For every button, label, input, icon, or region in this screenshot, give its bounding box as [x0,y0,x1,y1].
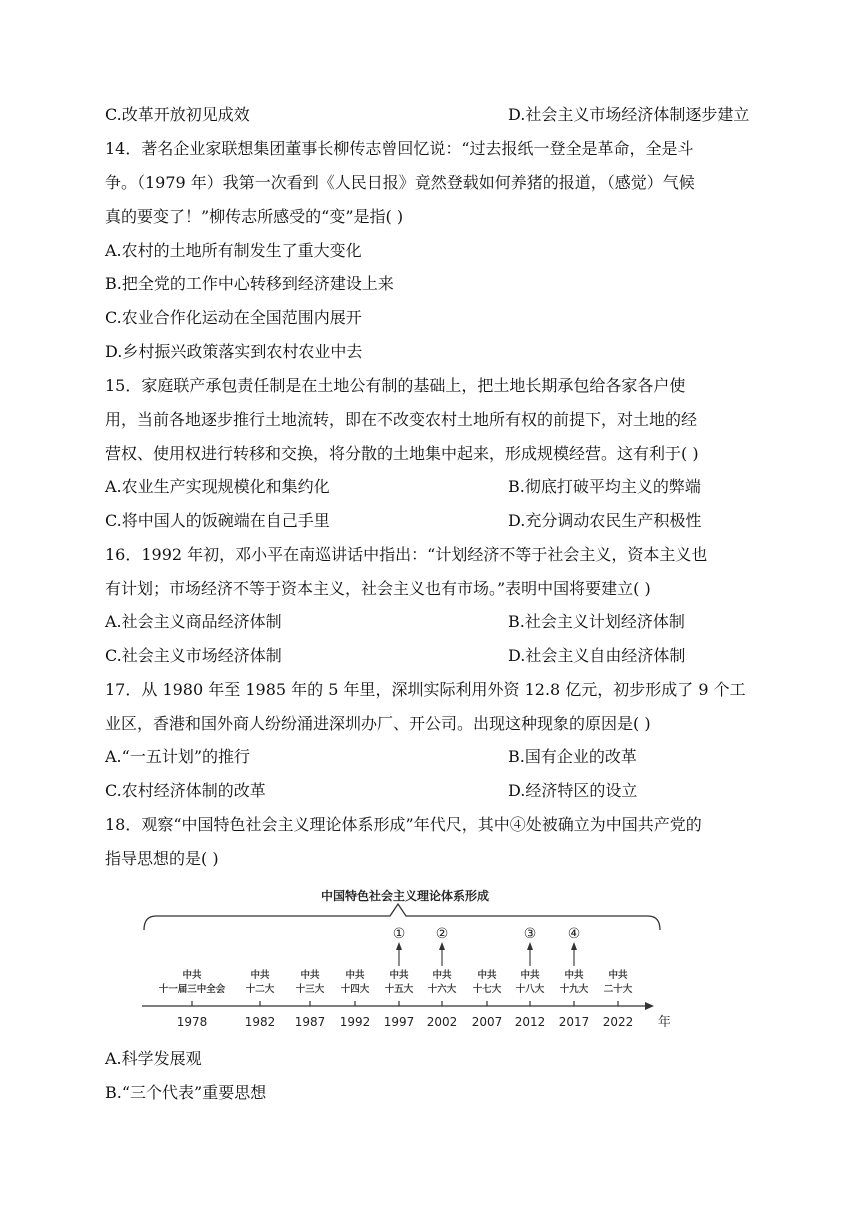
timeline-event-label-line1: 中共 [564,970,584,981]
q14-option-d: D.乡村振兴政策落实到农村农业中去 [105,342,363,361]
timeline-event-label-line2: 十五大 [384,984,414,995]
timeline-year-label: 1997 [383,1015,415,1029]
timeline-marker-arrowhead [527,942,533,950]
timeline-event-label-line1: 中共 [520,970,540,981]
q17-option-c: C.农村经济体制的改革 [105,781,266,800]
q15-stem-line-1: 15．家庭联产承包责任制是在土地公有制的基础上，把土地长期承包给各家各户使 [105,376,686,395]
timeline-year-label: 1978 [176,1015,208,1029]
timeline-axis-arrow [645,1002,654,1010]
timeline-event [159,969,226,1029]
q18-option-a: A.科学发展观 [105,1049,202,1068]
timeline-event-label-line2: 十三大 [295,984,325,995]
q16-stem-line-2: 有计划；市场经济不等于资本主义，社会主义也有市场。”表明中国将要建立( ) [105,579,651,598]
q17-option-d: D.经济特区的设立 [508,781,638,800]
timeline-event-label-line2: 十二大 [245,984,275,995]
timeline-marker [393,926,406,966]
timeline-year-label: 2022 [602,1015,634,1029]
timeline-event-label-line1: 中共 [432,970,452,981]
timeline-year-label: 2007 [471,1015,503,1029]
timeline-event-label-line2: 十一届三中全会 [158,984,226,995]
q16-option-d: D.社会主义自由经济体制 [508,646,686,665]
q13-option-c: C.改革开放初见成效 [105,105,250,124]
timeline-year-label: 2017 [558,1015,590,1029]
q17-options-row-ab [105,746,637,768]
q16-options-row-cd [105,645,686,667]
timeline-event-label-line2: 二十大 [603,984,633,995]
q14-stem-line-3: 真的要变了！”柳传志所感受的“变”是指( ) [105,207,404,226]
q16-option-a: A.社会主义商品经济体制 [105,612,282,631]
timeline-event [295,969,326,1029]
timeline-event-label-line2: 十八大 [515,984,545,995]
q15-option-d: D.充分调动农民生产积极性 [508,511,702,530]
q15-option-c: C.将中国人的饭碗端在自己手里 [105,511,330,530]
timeline-event-label-line1: 中共 [477,970,497,981]
q18-stem-line-1: 18．观察“中国特色社会主义理论体系形成”年代尺，其中④处被确立为中国共产党的 [105,815,702,834]
q14-stem-line-2: 争。（1979 年）我第一次看到《人民日报》竟然登载如何养猪的报道，（感觉）气候 [105,173,695,192]
timeline-event-label-line1: 中共 [250,970,270,981]
q16-option-c: C.社会主义市场经济体制 [105,646,282,665]
timeline-marker [568,926,581,966]
q15-stem-line-3: 营权、使用权进行转移和交换，将分散的土地集中起来，形成规模经营。这有利于( ) [105,444,699,463]
q18-option-b: B.“三个代表”重要思想 [105,1083,267,1102]
timeline-event-label-line2: 十六大 [427,984,457,995]
timeline-year-label: 2002 [426,1015,458,1029]
timeline-year-label: 1992 [339,1015,371,1029]
q15-options-row-ab [105,476,701,498]
q13-option-d: D.社会主义市场经济体制逐步建立 [508,105,750,124]
timeline-event [515,969,546,1029]
timeline-event [472,969,503,1029]
timeline-event [427,969,458,1029]
timeline-event [340,969,371,1029]
q15-option-a: A.农业生产实现规模化和集约化 [105,477,330,496]
q17-options-row-cd [105,780,638,802]
timeline-figure [140,880,670,1030]
timeline-year-label: 1987 [294,1015,326,1029]
q18-stem-line-2: 指导思想的是( ) [105,849,219,868]
q16-stem-line-1: 16．1992 年初，邓小平在南巡讲话中指出：“计划经济不等于社会主义，资本主义也 [105,545,708,564]
timeline-title: 中国特色社会主义理论体系形成 [320,889,490,903]
timeline-marker [524,926,537,966]
timeline-event-label-line1: 中共 [608,970,628,981]
timeline-marker-arrowhead [396,942,402,950]
q13-options-row-cd [105,104,750,126]
timeline-marker-arrowhead [439,942,445,950]
timeline-marker-label: ③ [523,926,537,942]
q17-option-b: B.国有企业的改革 [508,747,637,766]
timeline-event-label-line1: 中共 [389,970,409,981]
timeline-event-label-line1: 中共 [182,970,202,981]
q17-stem-line-2: 业区，香港和国外商人纷纷涌进深圳办厂、开公司。出现这种现象的原因是( ) [105,714,651,733]
timeline-year-label: 2012 [514,1015,546,1029]
timeline-event-label-line1: 中共 [300,970,320,981]
q14-option-b: B.把全党的工作中心转移到经济建设上来 [105,274,394,293]
timeline-event [384,969,415,1029]
timeline-event-label-line2: 十九大 [559,984,589,995]
timeline-marker [436,926,449,966]
q17-option-a: A.“一五计划”的推行 [105,747,251,766]
timeline-unit-label: 年 [658,1015,670,1030]
timeline-markers [393,926,581,966]
q15-stem-line-2: 用，当前各地逐步推行土地流转，即在不改变农村土地所有权的前提下，对土地的经 [105,410,698,429]
q17-stem-line-1: 17．从 1980 年至 1985 年的 5 年里，深圳实际利用外资 12.8 亿元，初步形成了 9 个工 [105,680,746,699]
timeline-event [245,969,276,1029]
q15-option-b: B.彻底打破平均主义的弊端 [508,477,701,496]
timeline-marker-label: ① [392,926,406,942]
q15-options-row-cd [105,510,702,532]
q16-options-row-ab [105,611,685,633]
timeline-events [159,969,634,1029]
timeline-marker-arrowhead [571,942,577,950]
timeline-event [603,969,634,1029]
timeline-marker-label: ④ [567,926,581,942]
q14-option-a: A.农村的土地所有制发生了重大变化 [105,241,362,260]
q16-option-b: B.社会主义计划经济体制 [508,612,685,631]
timeline-year-label: 1982 [244,1015,276,1029]
timeline-event-label-line2: 十七大 [472,984,502,995]
q14-option-c: C.农业合作化运动在全国范围内展开 [105,308,362,327]
timeline-marker-label: ② [435,926,449,942]
timeline-event [559,969,590,1029]
timeline-event-label-line1: 中共 [345,970,365,981]
timeline-event-label-line2: 十四大 [340,984,370,995]
timeline-svg [140,880,670,1030]
q14-stem-line-1: 14．著名企业家联想集团董事长柳传志曾回忆说：“过去报纸一登全是革命，全是斗 [105,139,694,158]
